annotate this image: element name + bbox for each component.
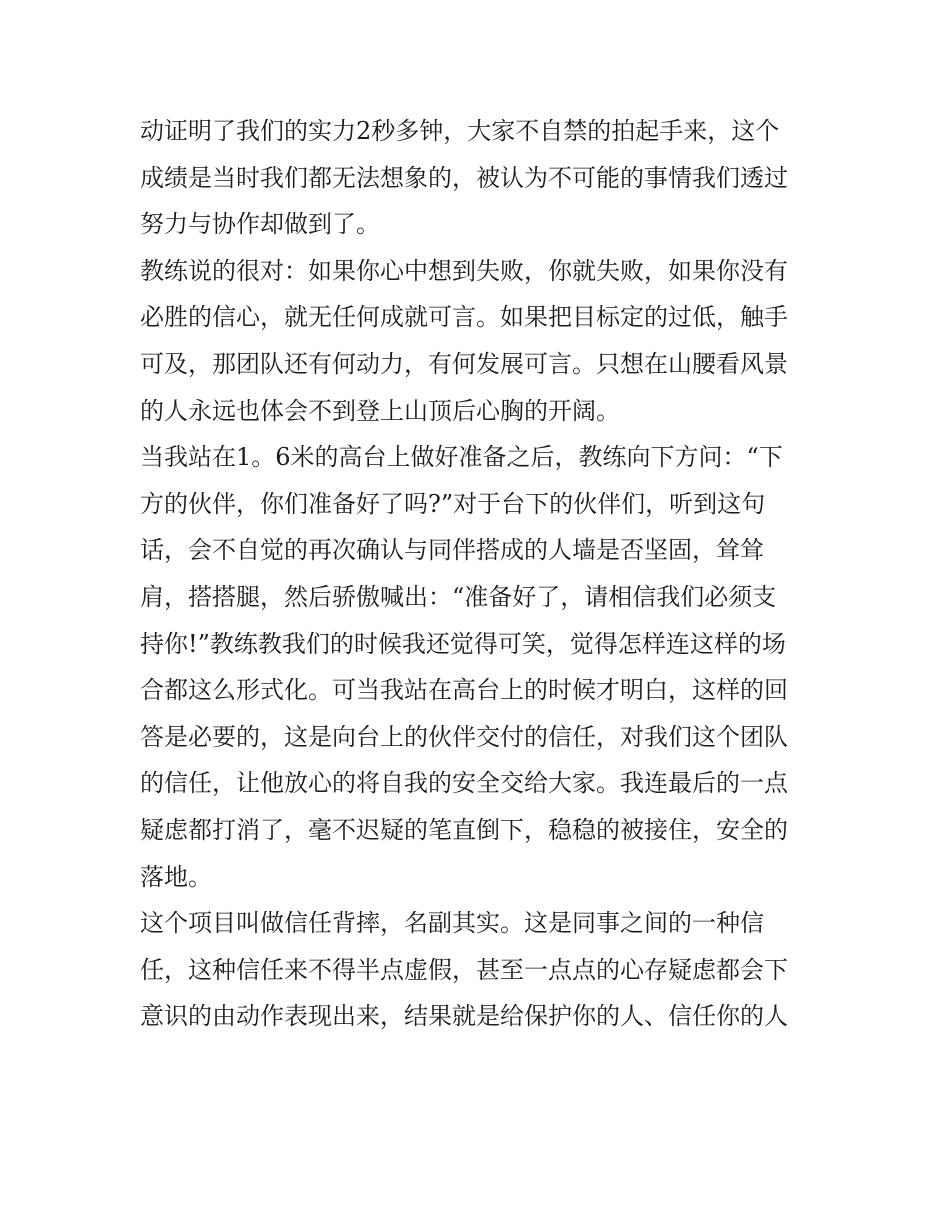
text-line: 答是必要的，这是向台上的伙伴交付的信任，对我们这个团队 [140,722,788,751]
text-line: 的人永远也体会不到登上山顶后心胸的开阔。 [140,396,620,425]
text-line: 方的伙伴，你们准备好了吗?”对于台下的伙伴们，听到这句 [140,489,766,518]
text-line: 动证明了我们的实力2秒多钟，大家不自禁的拍起手来，这个 [140,117,780,145]
text-line: 努力与协作却做到了。 [140,210,380,239]
text-line: 可及，那团队还有何动力，有何发展可言。只想在山腰看风景 [140,349,788,378]
document-body [140,108,820,1040]
text-line: 合都这么形式化。可当我站在高台上的时候才明白，这样的回 [140,676,788,705]
text-line: 必胜的信心，就无任何成就可言。如果把目标定的过低，触手 [140,303,788,332]
text-line: 持你!”教练教我们的时候我还觉得可笑，觉得怎样连这样的场 [140,629,786,658]
text-line: 这个项目叫做信任背摔，名副其实。这是同事之间的一种信 [140,909,764,938]
text-line: 当我站在1。6米的高台上做好准备之后，教练向下方问：“下 [140,443,783,472]
text-line: 成绩是当时我们都无法想象的，被认为不可能的事情我们透过 [140,163,788,192]
text-line: 肩，搭搭腿，然后骄傲喊出：“准备好了，请相信我们必须支 [140,582,777,611]
text-line: 落地。 [140,862,212,891]
text-line: 任，这种信任来不得半点虚假，甚至一点点的心存疑虑都会下 [140,955,788,984]
text-line: 话，会不自觉的再次确认与同伴搭成的人墙是否坚固，耸耸 [140,536,764,565]
text-line: 意识的由动作表现出来，结果就是给保护你的人、信任你的人 [140,1002,788,1031]
text-line: 的信任，让他放心的将自我的安全交给大家。我连最后的一点 [140,769,788,798]
text-line: 疑虑都打消了，毫不迟疑的笔直倒下，稳稳的被接住，安全的 [140,815,788,844]
text-line: 教练说的很对：如果你心中想到失败，你就失败，如果你没有 [140,256,788,285]
